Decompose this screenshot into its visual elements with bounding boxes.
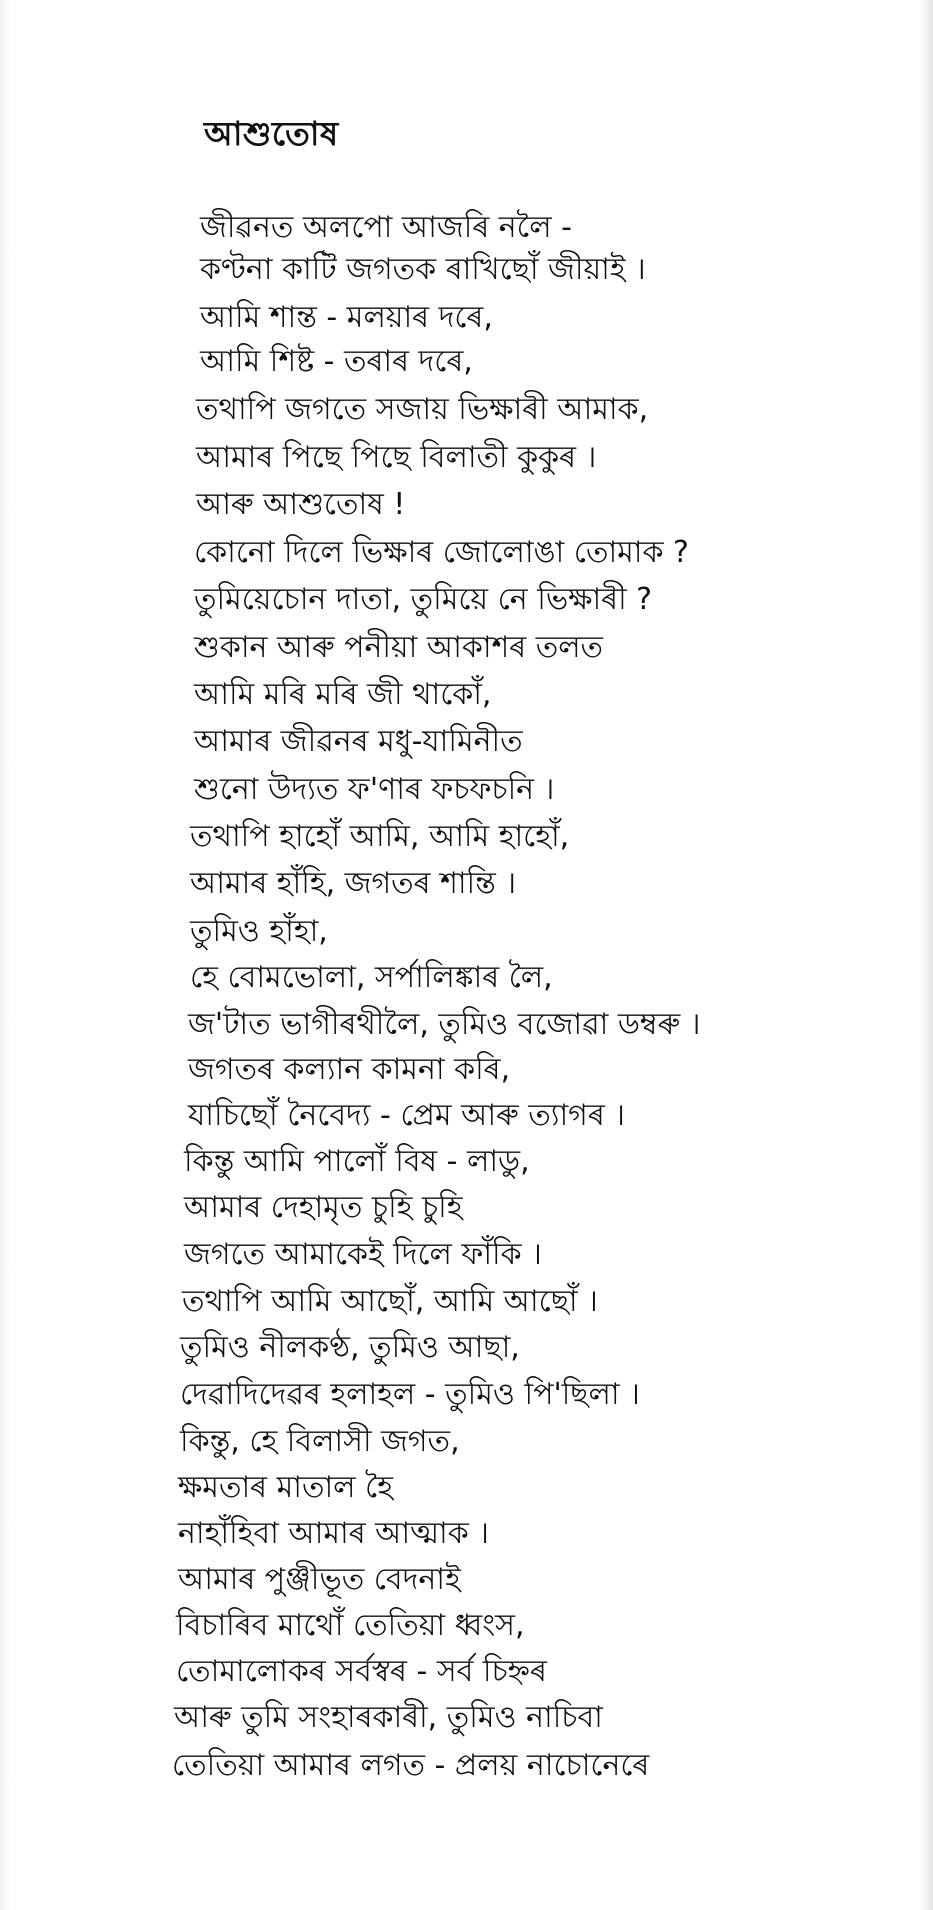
poem-line: কোনো দিলে ভিক্ষাৰ জোলোঙা তোমাক ? xyxy=(194,535,689,570)
poem-line: কণ্টনা কাটি জগতক ৰাখিছোঁ জীয়াই । xyxy=(200,252,646,287)
page-left-edge-shadow xyxy=(0,0,10,1910)
poem-line: আমাৰ হাঁহি, জগতৰ শান্তি । xyxy=(190,866,517,901)
poem-line: তুমিও হাঁহা, xyxy=(190,914,328,949)
poem-line: কিন্তু, হে বিলাসী জগত, xyxy=(180,1424,460,1459)
poem-line: দেৱাদিদেৱৰ হলাহল - তুমিও পি'ছিলা । xyxy=(180,1377,640,1412)
poem-line: তেতিয়া আমাৰ লগত - প্ৰলয় নাচোনেৰে xyxy=(172,1748,650,1783)
poem-line: আৰু তুমি সংহাৰকাৰী, তুমিও নাচিবা xyxy=(174,1700,603,1735)
poem-line: তথাপি আমি আছোঁ, আমি আছোঁ । xyxy=(182,1284,598,1319)
poem-line: তুমিও নীলকণ্ঠ, তুমিও আছা, xyxy=(180,1330,520,1365)
poem-line: যাচিছোঁ নৈবেদ্য - প্ৰেম আৰু ত্যাগৰ । xyxy=(188,1098,625,1133)
poem-line: জ'টাত ভাগীৰথীলৈ, তুমিও বজোৱা ডম্বৰু । xyxy=(188,1007,701,1042)
poem-line: ক্ষমতাৰ মাতাল হৈ xyxy=(178,1470,393,1505)
poem-line: শুকান আৰু পনীয়া আকাশৰ তলত xyxy=(194,630,604,665)
poem-line: শুনো উদ্যত ফ'ণাৰ ফচফচনি । xyxy=(194,772,555,807)
poem-line: আমাৰ জীৱনৰ মধু-যামিনীত xyxy=(194,724,523,759)
poem-line: আমাৰ দেহামৃত চুহি চুহি xyxy=(184,1190,463,1225)
poem-line: আমাৰ পিছে পিছে বিলাতী কুকুৰ । xyxy=(196,440,597,475)
page-right-edge-shadow xyxy=(919,0,933,1910)
poem-line: নাহাঁহিবা আমাৰ আত্মাক । xyxy=(178,1516,489,1551)
poem-line: তথাপি জগতে সজায় ভিক্ষাৰী আমাক, xyxy=(196,392,649,427)
poem-line: জগতে আমাকেই দিলে ফাঁকি । xyxy=(184,1237,542,1272)
poem-line: তথাপি হাহোঁ আমি, আমি হাহোঁ, xyxy=(190,819,570,854)
poem-line: তোমালোকৰ সৰ্বস্বৰ - সৰ্ব চিহ্নৰ xyxy=(176,1654,547,1689)
poem-line: বিচাৰিব মাথোঁ তেতিয়া ধ্বংস, xyxy=(176,1608,525,1643)
poem-line: জীৱনত অলপো আজৰি নলৈ - xyxy=(200,210,572,245)
poem-title: আশুতোষ xyxy=(204,114,339,153)
poem-line: আৰু আশুতোষ ! xyxy=(196,487,406,522)
poem-line: জগতৰ কল্যান কামনা কৰি, xyxy=(188,1052,511,1087)
poem-line: হে বোমভোলা, সৰ্পালিঙ্কাৰ লৈ, xyxy=(190,960,553,995)
poem-line: আমি শিষ্ট - তৰাৰ দৰে, xyxy=(200,344,473,379)
poem-line: আমাৰ পুঞ্জীভূত বেদনাই xyxy=(178,1562,461,1597)
poem-line: আমি মৰি মৰি জী থাকোঁ, xyxy=(194,677,492,712)
poem-line: তুমিয়েচোন দাতা, তুমিয়ে নে ভিক্ষাৰী ? xyxy=(194,582,653,617)
poem-line: কিন্তু আমি পালোঁ বিষ - লাডু, xyxy=(184,1144,530,1179)
poem-line: আমি শান্ত - মলয়াৰ দৰে, xyxy=(200,300,493,335)
